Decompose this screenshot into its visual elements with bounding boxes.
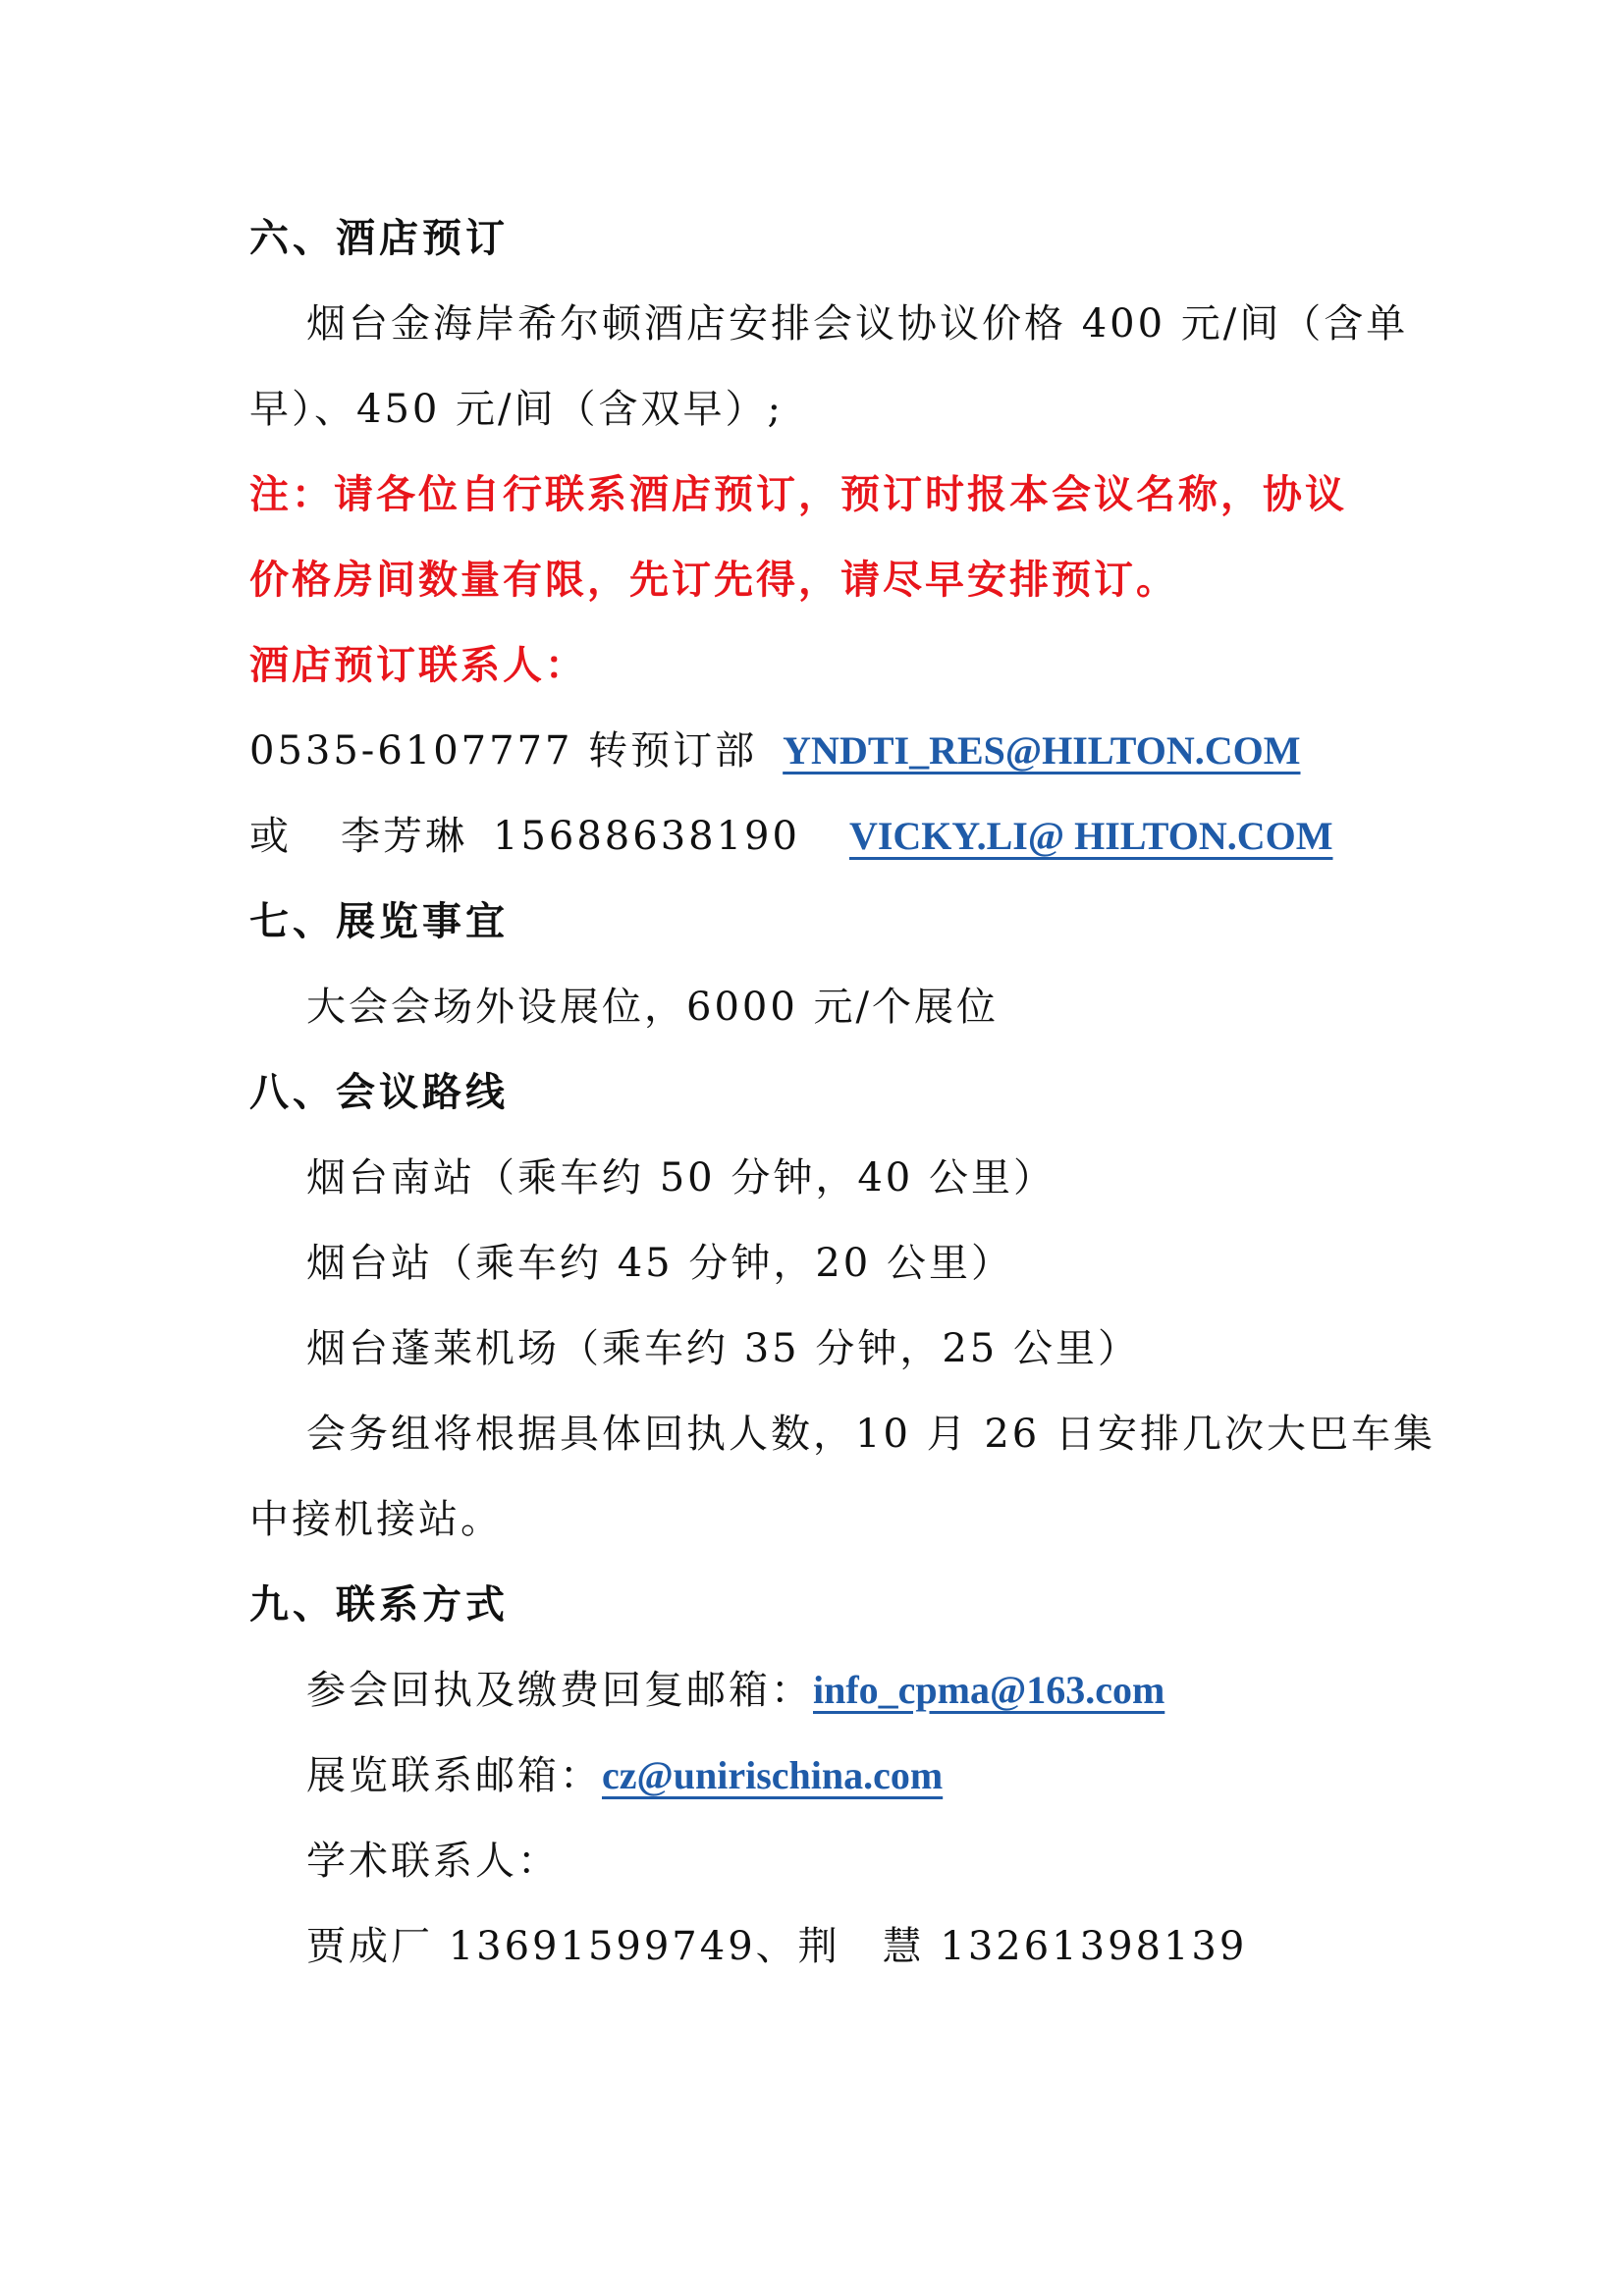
receipt-email-row (306, 1662, 1445, 1719)
academic-contact-label: 学术联系人： (306, 1839, 560, 1884)
exhibition-text: 大会会场外设展位，6000 元/个展位 (306, 985, 999, 1030)
hotel-reservation-email-link[interactable]: YNDTI_RES@HILTON.COM (783, 728, 1301, 773)
receipt-email-label: 参会回执及缴费回复邮箱： (306, 1668, 813, 1713)
academic-contacts: 贾成厂 13691599749、荆 慧 13261398139 (306, 1924, 1248, 1969)
receipt-email-link[interactable]: info_cpma@163.com (813, 1668, 1165, 1712)
hotel-price-text-line1: 烟台金海岸希尔顿酒店安排会议协议价格 400 元/间（含单 (306, 301, 1409, 347)
route-item: 烟台南站（乘车约 50 分钟，40 公里） (306, 1155, 1056, 1201)
alt-contact-or: 或 (249, 814, 292, 859)
hotel-contact-label: 酒店预订联系人： (249, 642, 587, 688)
hotel-booking-notice-line2: 价格房间数量有限，先订先得，请尽早安排预订。 (249, 557, 1178, 603)
hotel-price-text-line2: 早）、450 元/间（含双早）; (249, 387, 785, 432)
expo-email-link[interactable]: cz@unirischina.com (602, 1753, 944, 1797)
hotel-booking-notice-line1: 注：请各位自行联系酒店预订，预订时报本会议名称，协议 (249, 471, 1347, 517)
route-note-line1: 会务组将根据具体回执人数，10 月 26 日安排几次大巴车集 (306, 1412, 1435, 1457)
alt-contact-name: 李芳琳 (341, 814, 467, 859)
expo-email-label: 展览联系邮箱： (306, 1753, 602, 1798)
hotel-phone-text: 0535-6107777 转预订部 (249, 728, 758, 774)
hotel-phone-row (249, 722, 1388, 779)
section-heading-hotel: 六、酒店预订 (249, 215, 509, 261)
section-heading-contact: 九、联系方式 (249, 1581, 509, 1628)
route-note-line2: 中接机接站。 (249, 1497, 503, 1542)
route-item: 烟台蓬莱机场（乘车约 35 分钟，25 公里） (306, 1326, 1140, 1371)
hotel-alt-contact-row (249, 808, 1388, 865)
expo-email-row (306, 1747, 1445, 1804)
section-heading-exhibition: 七、展览事宜 (249, 898, 509, 944)
route-item: 烟台站（乘车约 45 分钟，20 公里） (306, 1241, 1013, 1286)
alt-contact-email-link[interactable]: VICKY.LI@ HILTON.COM (848, 814, 1333, 858)
alt-contact-phone: 15688638190 (493, 814, 800, 859)
section-heading-route: 八、会议路线 (249, 1069, 509, 1115)
